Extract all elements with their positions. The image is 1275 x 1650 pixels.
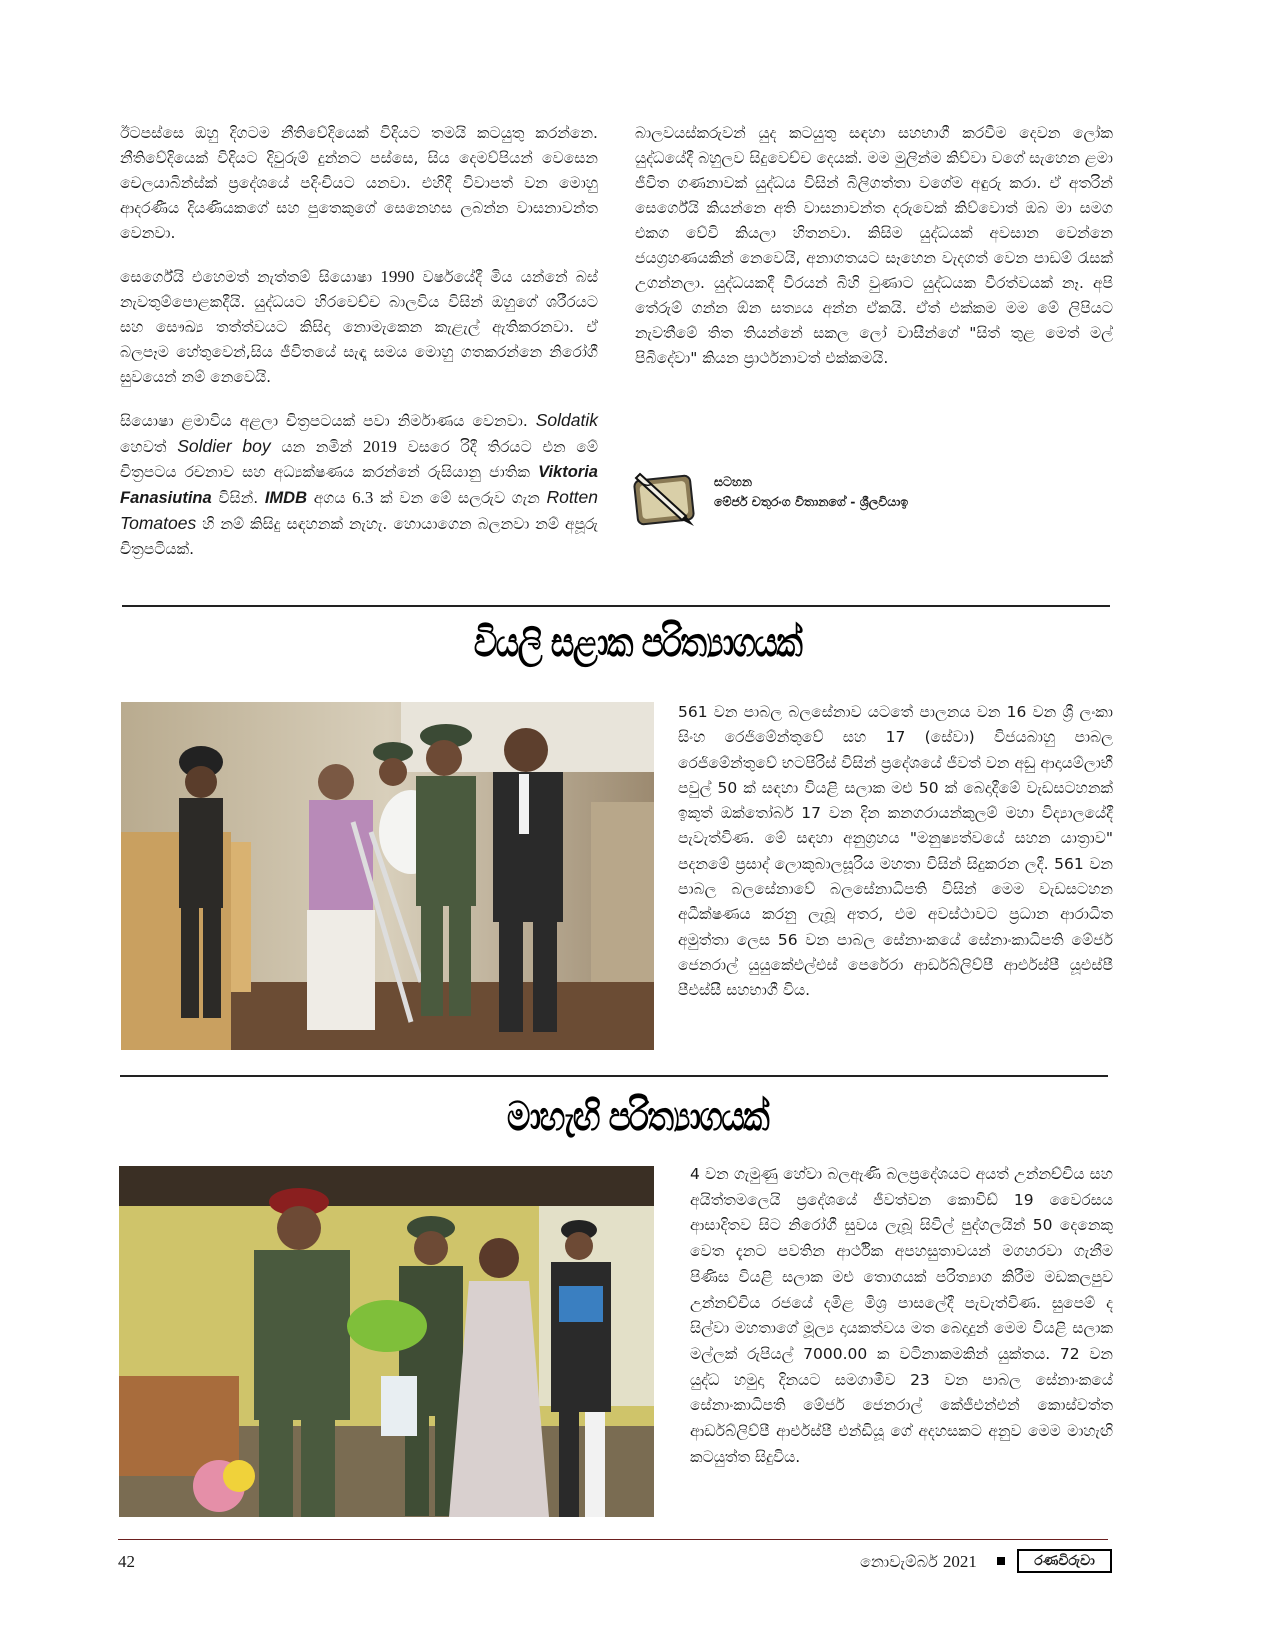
paragraph-text: හෙවත් (120, 438, 167, 456)
article-photo (119, 1166, 654, 1517)
byline-label: සටහන (714, 474, 752, 489)
section-divider (122, 605, 1110, 607)
article-body (678, 700, 1113, 1004)
imdb-label: IMDB (264, 489, 308, 507)
director-name: Viktoria Fanasiutina (120, 463, 598, 507)
section-divider (120, 1075, 1108, 1077)
article-photo (121, 702, 654, 1050)
paragraph-text: ක් වන මේ සලරුව ගැන (380, 489, 540, 507)
foundation-name: "මනුෂ්‍යත්වයේ සහන යාත්‍රාව" (909, 829, 1113, 848)
article-headline: වියලි සළාක පරිත්‍යාගයක් (473, 620, 802, 666)
issue-year: 2021 (942, 1552, 977, 1571)
paragraph-text: අගය (313, 489, 346, 507)
footer-bullet-square (997, 1557, 1005, 1565)
ration-donation-photo (119, 1166, 654, 1517)
film-title-english: Soldier boy (177, 436, 271, 456)
paragraph (120, 264, 598, 390)
paragraph (120, 121, 598, 246)
issue-month: නොවැම්බර් (860, 1552, 938, 1571)
page-number: 42 (118, 1552, 135, 1571)
paragraph-text: හි නම් කිසිදු සඳහනක් නැහැ. හොයාගෙන බලනවා නම් අපූරු චිත්‍රපටියක්. (120, 515, 598, 558)
rotten-tomatoes-label: Rotten Tomatoes (120, 487, 599, 533)
issue-date (860, 1552, 977, 1572)
paragraph-text: 4 වන ගැමුණු හේවා බලඇණි බලප්‍රදේශයට අයත් උන්නච්චිය සහ අයිත්තමලෙයි ප්‍රදේශයේ ජීවත්වන කොවිඩ් 19 වෛරසය ආසාදිතව සිට නිරෝගී සුවය ලැබූ සිවිල් පුද්ගලයින් 50 දෙනෙකු වෙත දැනට පවතින ආර්ථික අපහසුතාවයන් මගහරවා ගැනීම පිණිස වියළි සලාක මළු තොගයක් පරිත්‍යාග කිරීම මඩකලපුව උන්නච්චිය රජයේ දමිළ මිශ්‍ර පාසලේදී පැවැත්විණ. සුපෙම් ද සිල්වා මහතාගේ මූල්‍ය දායකත්වය මත බෙදාදුන් මෙම වියළි සලාක මල්ලක් රුපියල් 7000.00 ක වටිනාකමකින් යුක්තය. 72 වන යුද්ධ හමුදා දිනයට සමගාමීව 23 වන පාබල සේනාංකයේ සේනාංකාධිපති මේජර් ජෙනරාල් කේජීඑන්එන් කොස්වත්ත ආර්ඩබ්ලිව්පී ආර්එස්පී එන්ඩියූ ගේ අදහසකට අනුව මෙම මාහැඟි කටයුත්ත සිදුවිය. (690, 1165, 1113, 1466)
article-body (690, 1162, 1113, 1470)
paragraph-text: කියන ප්‍රාර්ථනාවත් එක්කමයි. (702, 349, 889, 367)
paragraph-text: වර්ෂයේදී මිය යන්නේ බස් නැවතුම්පොළකදීයි. යුද්ධයට හිරවෙච්ච බාලවිය විසින් ඔහුගේ ශරීරයට සහ සෞඛ්‍ය තත්ත්වයට කිසිදා නොමැකෙන කැළැල් ඇතිකරනවා. ඒ බලපෑම හේතුවෙන්,සිය ජීවිතයේ සැඳෑ සමය මොහු ගතකරන්නෙ නිරෝගී සුවයෙන් නම් නෙවෙයි. (120, 268, 598, 386)
paragraph (120, 408, 598, 562)
paragraph (635, 121, 1113, 371)
paragraph (678, 700, 1113, 1004)
paragraph-text: බාලවයස්කරුවන් යුද කටයුතු සඳහා සහභාගී කරවීම දෙවන ලෝක යුද්ධයේදී බහුලව සිදුවෙච්ච දෙයක්. මම මුලින්ම කිව්වා වගේ සැහෙන ළමා ජීවිත ගණනාවක් යුද්ධය විසින් බිලිගත්තා වගේම අඳුරු කරා. ඒ අතරින් සෙර්ගේයි කියන්නෙ අති වාසනාවන්ත දරුවෙක් කිව්වොත් ඔබ මා සමග එකග වේවි කියලා හිතනවා. කිසිම යුද්ධයක් අවසාන වෙන්නෙ ජයග්‍රහණයකින් නෙවෙයි, අනාගතයට සෑහෙන වැදගත් වෙන පාඩම් රැසක් උගන්නලා. යුද්ධයකදී වීරයන් බිහි වුණාට යුද්ධයක වීරත්වයක් නෑ. අපි තේරුම් ගන්න ඕන සත්‍යය අන්න ඒකයි. ඒත් එක්කම මම මේ ලිපියට නැවතීමේ තිත තියන්නේ සකල ලෝ වාසීන්ගේ (635, 124, 1113, 342)
year-text: 2019 (362, 437, 397, 456)
byline (632, 468, 1112, 530)
byline-author: මේජර් චතුරංග විතානගේ - ශ්‍රීලවියාඉ (714, 494, 909, 509)
year-text: 1990 (380, 267, 415, 286)
paragraph-text: සෙර්ගේයි එහෙමත් නැත්තම් සියොෂා (120, 268, 373, 286)
footer-rule (118, 1539, 1108, 1540)
paragraph-text: සියොෂා ළමාවිය අළලා චිත්‍රපටයක් පවා නිර්මාණය වෙනවා. (120, 412, 528, 430)
paragraph-text: වසරෙ රිදී තිරයට එන මේ චිත්‍රපටය රචනාව සහ අධ්‍යක්ෂණය කරන්නේ රුසියානු ජාතික (120, 438, 598, 481)
paragraph-text: ඊටපස්සෙ ඔහු දිගටම නීතිවේදියෙක් විදියට තමයි කටයුතු කරන්නෙ. නීතිවේදියෙක් විදියට දිවුරුම් දුන්නට පස්සෙ, සිය දෙමව්පියන් වෙසෙන චෙලයාබින්ස්ක් ප්‍රදේශයේ පදිංචියට යනවා. එහිදී විවාපත් වන මොහු ආදරණීය දියණියකගේ සහ පුතෙකුගේ සෙනෙහස ලබන්න වාසනාවන්ත වෙනවා. (120, 124, 598, 242)
column-left-top (120, 121, 598, 562)
paragraph-text: විසින්. (218, 489, 259, 507)
paragraph-text: පදනමේ ප්‍රසාද් ලොකුබාලසූරිය මහතා විසින් සිදුකරන ලදී. 561 වන පාබල බලසේනාවේ බලසේනාධිපති විසින් මෙම වැඩසටහන අධීක්ෂණය කරනු ලැබූ අතර, එම අවස්ථාවට ප්‍රධාන ආරාධිත අමුත්තා ලෙස 56 වන පාබල සේනාංකයේ සේනාංකාධිපති මේජර් ජෙනරාල් යුයුකේඑල්එස් පෙරේරා ආර්ඩබ්ලිව්පී ආර්එස්පී යූඑස්පී පීඑස්සී සහභාගී විය. (678, 854, 1113, 1000)
paragraph-text: 561 වන පාබල බලසේනාව යටතේ පාලනය වන 16 වන ශ්‍රී ලංකා සිංහ රෙජිමේන්තුවේ සහ 17 (සේවා) විජයබාහු පාබල රෙජිමේන්තුවේ භටපිරිස් විසින් ප්‍රදේශයේ ජීවත් වන අඩු ආදායම්ලාභී පවුල් 50 ක් සඳහා වියළි සලාක මළු 50 ක් බෙදාදීමේ වැඩසටහනක් ඉකුත් ඔක්තෝබර් 17 වන දින කනගරායන්කුලම් මහා විද්‍යාලයේදී පැවැත්විණ. මේ සඳහා අනුග්‍රහය (678, 703, 1113, 848)
rating-value: 6.3 (352, 488, 374, 507)
paragraph-text: යන නමින් (281, 438, 353, 456)
article-headline: මාහැඟි පරිත්‍යාගයක් (506, 1094, 769, 1140)
ration-handover-photo (121, 702, 654, 1050)
quoted-prayer: "සිත් තුළ මෙත් මල් පිබිදේවා" (635, 324, 1113, 367)
quill-pen-icon (632, 468, 698, 530)
magazine-logo: රණවිරුවා (1017, 1549, 1112, 1573)
paragraph (690, 1162, 1113, 1470)
film-title: Soldatik (535, 410, 598, 430)
column-right-top (635, 121, 1113, 371)
